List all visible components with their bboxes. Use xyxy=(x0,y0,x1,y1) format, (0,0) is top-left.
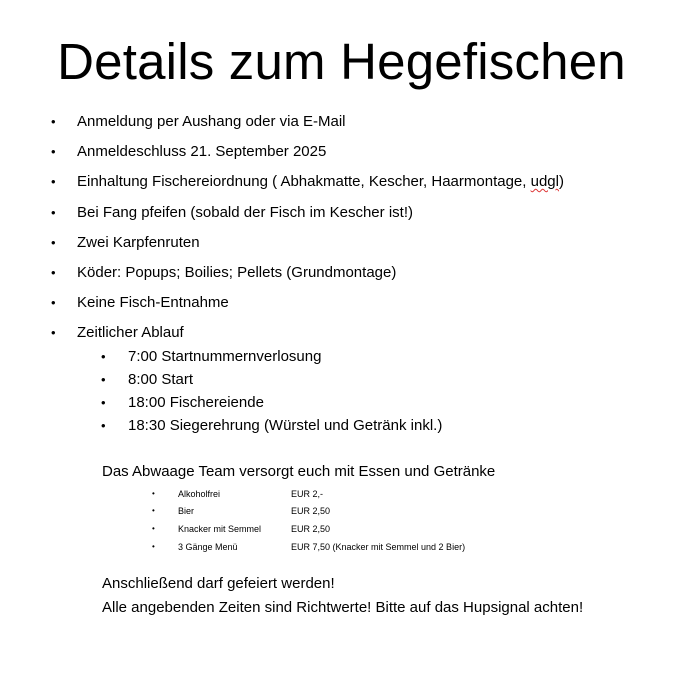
list-item-text: Zeitlicher Ablauf xyxy=(77,324,184,341)
list-item-text: Anmeldeschluss 21. September 2025 xyxy=(77,143,327,160)
bullet-marker: • xyxy=(51,265,56,280)
closing-line-1: Anschließend darf gefeiert werden! xyxy=(102,575,335,592)
bullet-marker: • xyxy=(51,235,56,250)
list-item-text: Bei Fang pfeifen (sobald der Fisch im Kescher ist!) xyxy=(77,204,413,221)
page-title: Details zum Hegefischen xyxy=(57,33,626,90)
list-item-text: Köder: Popups; Boilies; Pellets (Grundmontage) xyxy=(77,264,397,281)
list-item-text xyxy=(77,172,564,192)
schedule-item-text: 7:00 Startnummernverlosung xyxy=(128,348,322,365)
list-item-text: Anmeldung per Aushang oder via E-Mail xyxy=(77,113,346,130)
menu-item-price: EUR 2,50 xyxy=(291,524,331,534)
list-item-text: Zwei Karpfenruten xyxy=(77,234,200,251)
list-item-text-main: Einhaltung Fischereiordnung ( Abhakmatte, Kescher, Haarmontage, xyxy=(77,173,531,190)
menu-item-name: 3 Gänge Menü xyxy=(178,542,238,552)
list-item-text: Keine Fisch-Entnahme xyxy=(77,294,229,311)
schedule-item-text: 18:00 Fischereiende xyxy=(128,394,264,411)
list-item-text-end: ) xyxy=(558,173,564,190)
closing-line-2: Alle angebenden Zeiten sind Richtwerte! Bitte auf das Hupsignal achten! xyxy=(102,599,584,616)
bullet-marker: • xyxy=(51,295,56,310)
bullet-marker: • xyxy=(152,506,155,515)
bullet-marker: • xyxy=(51,144,56,159)
menu-item-name: Alkoholfrei xyxy=(178,489,221,499)
menu-item-price: EUR 7,50 (Knacker mit Semmel und 2 Bier) xyxy=(291,542,466,552)
bullet-marker: • xyxy=(101,418,106,433)
bullet-marker: • xyxy=(152,542,155,551)
bullet-marker: • xyxy=(101,349,106,364)
bullet-marker: • xyxy=(51,174,56,189)
bullet-marker: • xyxy=(152,489,155,498)
menu-item-price: EUR 2,- xyxy=(291,489,324,499)
menu-item-price: EUR 2,50 xyxy=(291,506,331,516)
spellcheck-flagged-word: udgl xyxy=(530,173,559,190)
menu-item-name: Knacker mit Semmel xyxy=(178,524,262,534)
bullet-marker: • xyxy=(51,205,56,220)
bullet-marker: • xyxy=(152,524,155,533)
bullet-marker: • xyxy=(101,372,106,387)
menu-item-name: Bier xyxy=(178,506,195,516)
catering-intro: Das Abwaage Team versorgt euch mit Essen und Getränke xyxy=(102,463,496,480)
bullet-marker: • xyxy=(101,395,106,410)
schedule-item-text: 8:00 Start xyxy=(128,371,194,388)
bullet-marker: • xyxy=(51,325,56,340)
schedule-item-text: 18:30 Siegerehrung (Würstel und Getränk inkl.) xyxy=(128,417,443,434)
bullet-marker: • xyxy=(51,114,56,129)
